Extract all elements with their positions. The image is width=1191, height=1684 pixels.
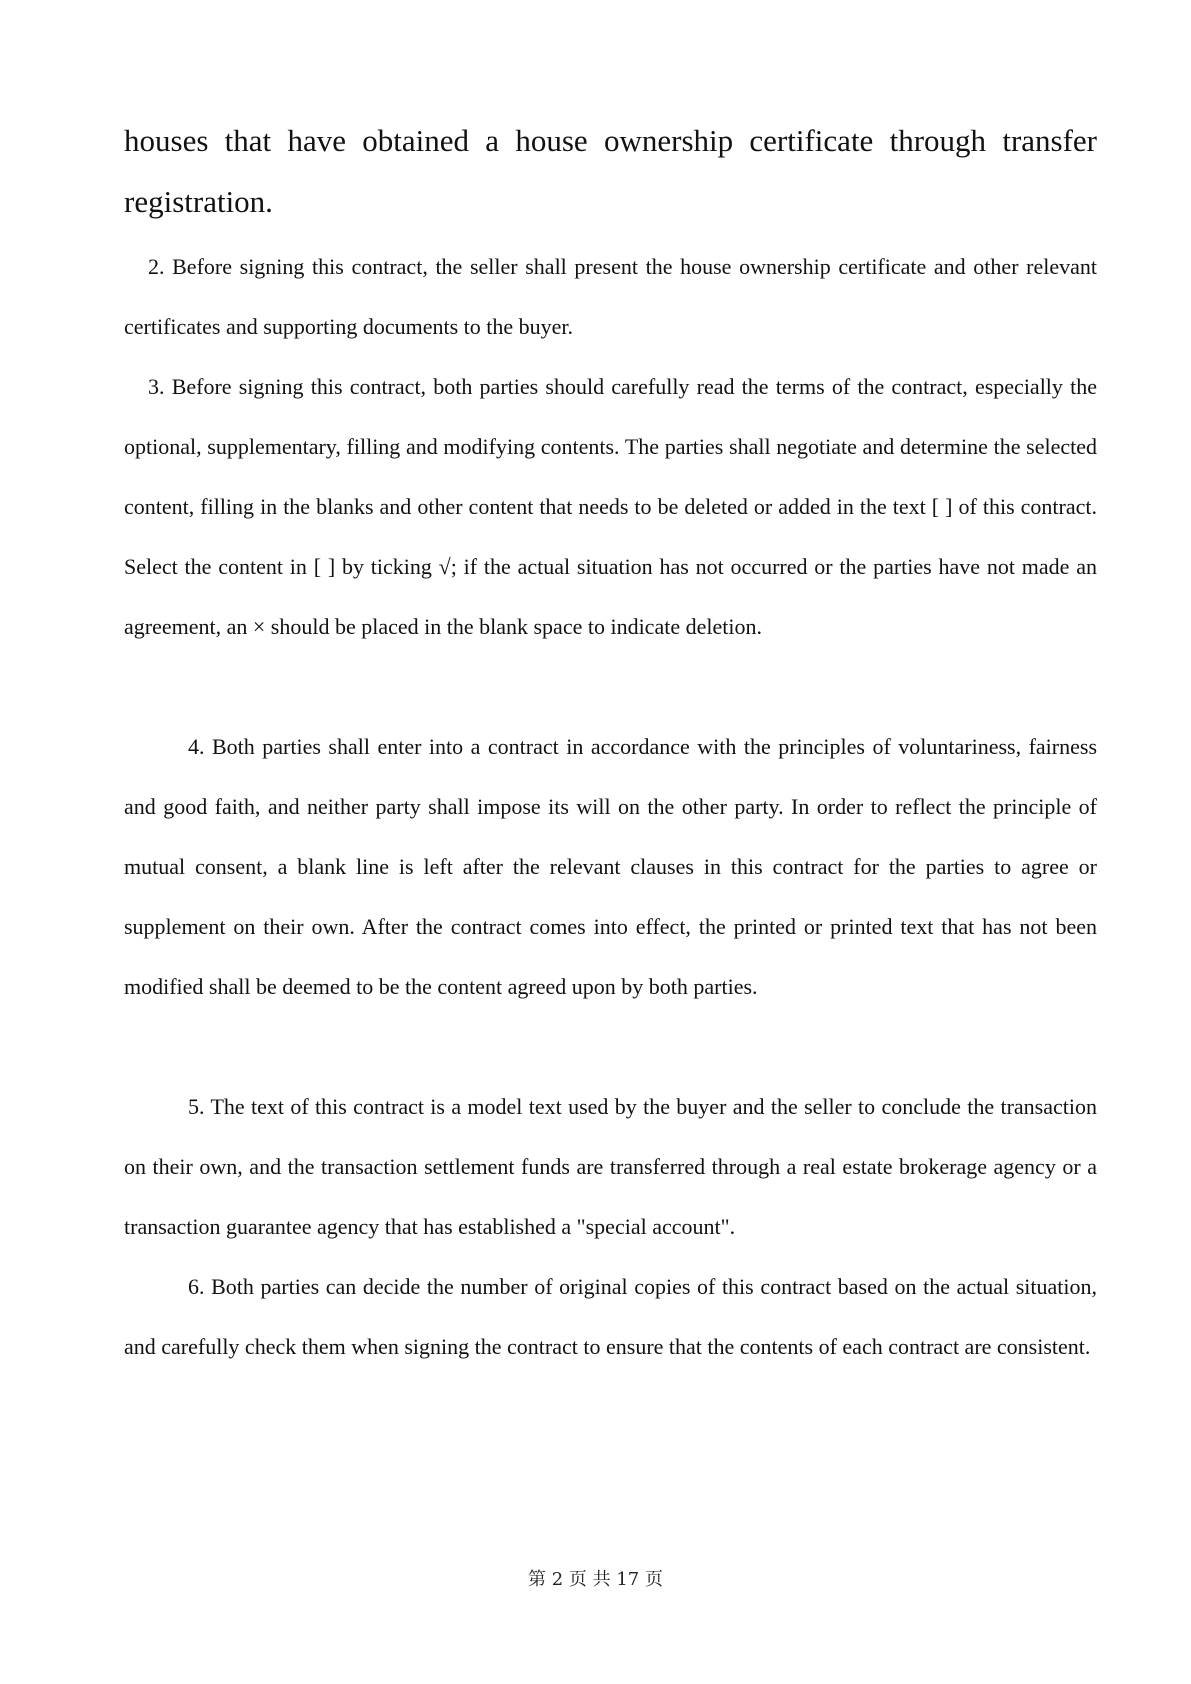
paragraph-item-5: 5. The text of this contract is a model text used by the buyer and the seller to conclude the transaction on their own, and the transaction settlement funds are transferred through a real estate brokerage agency or a transaction guarantee agency that has established a "special account". bbox=[124, 1094, 1097, 1239]
page-footer: 第 2 页 共 17 页 bbox=[528, 1569, 663, 1590]
paragraph-continuation: houses that have obtained a house ownership certificate through transfer registration. bbox=[124, 123, 1097, 219]
paragraph-item-2: 2. Before signing this contract, the seller shall present the house ownership certificate and other relevant certificates and supporting documents to the buyer. bbox=[124, 254, 1097, 339]
paragraph-item-6: 6. Both parties can decide the number of original copies of this contract based on the actual situation, and carefully check them when signing the contract to ensure that the contents of each contract are consistent. bbox=[124, 1274, 1097, 1359]
paragraph-item-4: 4. Both parties shall enter into a contract in accordance with the principles of voluntariness, fairness and good faith, and neither party shall impose its will on the other party. In order to reflect the principle of mutual consent, a blank line is left after the relevant clauses in this contract for the parties to agree or supplement on their own. After the contract comes into effect, the printed or printed text that has not been modified shall be deemed to be the content agreed upon by both parties. bbox=[124, 734, 1097, 999]
paragraph-item-3: 3. Before signing this contract, both parties should carefully read the terms of the contract, especially the optional, supplementary, filling and modifying contents. The parties shall negotiate and determine the selected content, filling in the blanks and other content that needs to be deleted or added in the text [ ] of this contract. Select the content in [ ] by ticking √; if the actual situation has not occurred or the parties have not made an agreement, an × should be placed in the blank space to indicate deletion. bbox=[124, 374, 1097, 639]
